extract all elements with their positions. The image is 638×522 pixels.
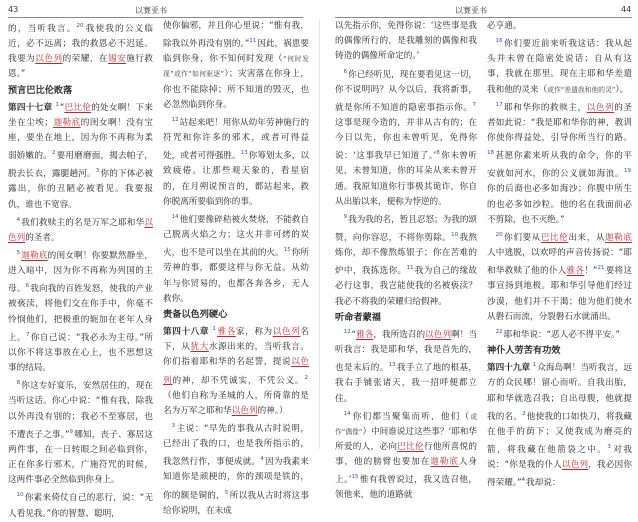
verse-number: 16 [495, 38, 503, 45]
place-name: 以色列 [163, 357, 309, 386]
verse-number: 14 [171, 214, 179, 221]
place-name: 迦勒底 [605, 232, 632, 243]
left-page-number: 43 [8, 5, 19, 14]
paragraph: $^{10}$你素来倚仗自己的恶行，说：“无人看见我。”你的智慧、聪明， [8, 492, 153, 519]
verse-number: 10 [16, 492, 24, 499]
column-3 [335, 19, 478, 501]
left-header-rule [8, 17, 303, 18]
paragraph: 第四十八章 $^1$雅各家，称为以色列名下，从犹大水源出来的，当听我言。你们指着耶和华的名起誓，提说以色列的神，却不凭诚实，不凭公义。$^2$（他们自称为圣城的人，所倚靠的是名为万军之耶和华以色列的神。） [163, 326, 309, 416]
verse-number: 1 [532, 362, 537, 369]
verse-number: 22 [495, 329, 503, 336]
verse-number: 20 [495, 232, 503, 239]
verse-number: 4 [521, 477, 526, 484]
verse-number: 8 [436, 150, 440, 157]
page-gutter [319, 19, 320, 449]
place-name: 锡安 [108, 54, 127, 65]
paragraph: $^4$我们救赎主的名是万军之耶和华以色列的圣者。 [8, 216, 153, 243]
person-name: 雅各 [216, 327, 236, 338]
place-name: 以色列 [586, 102, 615, 113]
verse-number: 6 [343, 68, 348, 75]
verse-number: 1 [212, 326, 216, 333]
verse-number: 13 [388, 362, 396, 369]
verse-number: 1 [55, 101, 59, 108]
verse-number: 14 [343, 410, 351, 417]
verse-number: 10 [451, 232, 459, 239]
place-name: 以色列 [272, 327, 301, 338]
verse-number: 7 [472, 101, 476, 108]
verse-number: 15 [283, 247, 291, 254]
place-name: 以色列 [561, 460, 589, 471]
chapter-heading: 第四十八章 [163, 327, 210, 338]
section-heading: 预言巴比伦败落 [8, 84, 73, 96]
paragraph: 的，当听我言。$^{20}$我使我的公义临近，必不远离；我的救恩必不迟延。我要为以色列的荣耀，在锡安施行救恩。” [8, 23, 153, 80]
left-running-title: 以赛亚书 [135, 6, 167, 15]
section-heading: 责备以色列硬心 [163, 308, 228, 320]
verse-number: 8 [16, 380, 21, 387]
place-name: 迦勒底 [21, 251, 48, 261]
paragraph: $^9$我为我的名，暂且忍怒；为我的颂赞，向你容忍，不将你剪除。$^{10}$我熬炼你，却不像熬炼银子；你在苦难的炉中，我拣选你。$^{11}$我为自己的缘故必行这事，我岂能使我的名被亵渎？我必不将我的荣耀归给假神。 [335, 214, 478, 307]
paragraph: 必亨通。 [487, 21, 522, 31]
verse-number: 21 [597, 265, 605, 272]
person-name: 雅各 [566, 266, 585, 277]
chapter-heading: 第四十九章 [487, 363, 531, 374]
verse-number: 11 [249, 38, 257, 45]
section-heading: 听命者蒙福 [335, 311, 381, 323]
verse-number: 13 [240, 150, 248, 157]
verse-number: 3 [607, 444, 611, 451]
place-name: 迦勒底 [52, 117, 81, 128]
paragraph: $^{20}$你们要从巴比伦出来，从迦勒底人中逃脱，以欢呼的声音传扬说：“耶和华救赎了他的仆人雅各！”$^{21}$要将这事宣扬到地极。耶和华引导他们经过沙漠，他们并不干渴；他为他们使水从磐石而流，分裂磐石水就涌出。 [487, 232, 632, 322]
place-name: 犹大 [190, 342, 209, 353]
paragraph: $^3$主说：“早先的事我从古时说明，已经出了我的口，也是我所指示的，我忽然行作，事便成就。$^4$因为我素来知道你是顽梗的，你的颈项是铁的，你的额是铜的，$^5$所以我从古时将这事给你说明，在未成 [163, 423, 309, 516]
paragraph: $^{22}$耶和华说：“恶人必不得平安。” [495, 329, 620, 340]
section-heading: 神仆人劳苦有功效 [487, 345, 561, 357]
place-name: 以色列 [425, 329, 452, 340]
verse-number: 9 [69, 428, 74, 435]
paragraph: $^{12}$“雅各，我所选召的以色列啊！当听我言：我是耶和华，我是首先的，也是末后的。$^{13}$我手立了地的根基，我右手铺张诸天，我一招呼便都立住。 [335, 329, 477, 404]
chapter-heading: 第四十七章 [8, 102, 53, 113]
place-name: 巴比伦 [64, 102, 92, 113]
paragraph: 第四十七章 $^1$“巴比伦的处女啊！下来坐在尘埃；迦勒底的闺女啊！没有宝座，要坐在地上，因为你不再称为柔弱娇嫩的。$^2$要用磨磨面，揭去帕子，脱去长衣，露腿趟河。$^3$你的下体必被露出，你的丑陋必被看见。我要报仇，谁也不宽容。 [8, 101, 153, 210]
column-2 [163, 19, 309, 516]
verse-number: 3 [171, 423, 176, 430]
right-running-title: 以赛亚书 [455, 6, 487, 15]
paragraph: $^{16}$你们要近前来听我这话：我从起头并未曾在隐密处说话；自从有这事，我就在那里。现在主耶和华差遣我和他的灵来（或作“差遣我和他的灵”）。 [487, 38, 632, 95]
place-name: 以色列 [231, 405, 258, 416]
place-name: 迦勒底 [430, 457, 459, 468]
paragraph: $^5$迦勒底的闺女啊！你要默然静坐，进入暗中，因为你不再称为列国的主母。$^6$我向我的百姓发怒，使我的产业被亵渎，将他们交在你手中，你毫不怜悯他们，把极重的轭加在老年人身上。$^7$你自己说：“我必永为主母。”所以你不将这事放在心上，也不思想这事的结局。 [8, 250, 153, 374]
right-header-rule [335, 17, 632, 18]
verse-number: 6 [25, 283, 30, 290]
verse-number: 12 [343, 329, 351, 336]
verse-number: 2 [304, 374, 308, 381]
verse-number: 5 [224, 489, 229, 496]
verse-number: 11 [406, 265, 414, 272]
verse-number: 19 [624, 168, 631, 175]
paragraph: $^6$你已经听见，现在要看见这一切，你不说明吗？从今以后，我将新事，就是你所不知道的隐密事指示你。$^7$这事是现今造的，并非从古有的；在今日以先，你也未曾听见，免得你说：‘这事我早已知道了。’$^8$你未曾听见，未曾知道，你的耳朵从来未曾开通。我原知道你行事极其诡诈，你自从出胎以来，便称为悖逆的。 [335, 68, 478, 207]
verse-number: 18 [487, 150, 494, 157]
verse-number: 20 [76, 23, 84, 29]
place-name: 巴比伦 [397, 442, 424, 453]
verse-number: 15 [351, 474, 359, 481]
verse-number: 4 [16, 216, 21, 223]
paragraph: $^{12}$站起来吧！用你从幼年劳神施行的符咒和你许多的邪术，或者可得益处，或者可得强胜。$^{13}$你筹划太多，以致疲倦。让那些观天象的，看星宿的，在月朔说预言的，都站起来，救你脱离所要临到你的事。 [163, 117, 309, 207]
paragraph: $^{14}$他们要像碎秸被火焚烧，不能救自己脱离火焰之力；这火并非可烤的炭火，也不是可以坐在其前的火。$^{15}$你所劳神的事，都要这样与你无益。从幼年与你贸易的，也都各奔各乡，无人救你。 [163, 214, 309, 304]
column-1 [8, 19, 153, 519]
place-name: 巴比伦 [540, 232, 569, 243]
verse-number: 5 [16, 250, 21, 257]
person-name: 雅各 [356, 329, 374, 340]
verse-number: 9 [343, 214, 348, 221]
paragraph: $^{14}$你们都当聚集而听，他们（或作“偶像”）中间谁说过这些事？‘耶和华所爱的人，必向巴比伦行他所喜悦的事，他的膀臂也要加在迦勒底人身上。’$^{15}$惟有我曾说过，我又选召他，领他来，他的道路就 [335, 410, 478, 501]
verse-number: 2 [51, 150, 56, 157]
footnote: 或作“偶像” [335, 412, 477, 436]
footnote: 或作“差遣我和他的灵” [547, 85, 616, 94]
verse-number: 2 [522, 410, 526, 417]
verse-number: 7 [26, 331, 30, 338]
place-name: 以色列 [8, 217, 153, 243]
verse-number: 3 [95, 168, 100, 175]
place-name: 以色列 [35, 54, 63, 65]
column-4 [487, 19, 632, 489]
paragraph: $^8$你这专好宴乐，安然居住的，现在当听这话。你心中说：“惟有我，除我以外再没有别的；我必不至寡居，也不遭丧子之事。”$^9$哪知，丧子、寡居这两件事，在一日转眼之间必临到你，正在你多行邪术，广施符咒的时候，这两件事必全然临到你身上。 [8, 380, 153, 486]
paragraph: 第四十九章 $^1$众海岛啊！当听我言，远方的众民哪！留心而听。自我出胎，耶和华就选召我；自出母腹，他就提我的名。$^2$他使我的口如快刀，将我藏在他手的荫下；又使我成为磨亮的箭，将我藏在他箭袋之中。$^3$对我说：“你是我的仆人以色列，我必因你得荣耀。”$^4$我却说： [487, 362, 632, 489]
verse-number: 17 [495, 101, 503, 108]
paragraph: $^{17}$耶和华你的救赎主，以色列的圣者如此说：“我是耶和华你的神，教训你使你得益处，引导你所当行的路。$^{18}$甚愿你素来听从我的命令，你的平安就如河水，你的公义就如海浪。$^{19}$你的后裔也必多如海沙；你腹中所生的也必多如沙粒。他的名在我面前必不剪除，也不灭绝。” [487, 101, 632, 225]
paragraph: 使你偏邪，并且你心里说：“惟有我，除我以外再没有别的。”$^{11}$因此，祸患要临到你身，你不知何时发现（“何时发现”或作“如何驱逐”）；灾害落在你身上，你也不能除掉；所不知道的毁灭，也必忽然临到你身。 [163, 21, 309, 110]
verse-number: 12 [171, 117, 179, 124]
paragraph: 以先指示你，免得你说：‘这些事是我的偶像所行的，是我雕刻的偶像和我铸造的偶像所命定的。’ [335, 21, 477, 62]
verse-number: 4 [260, 456, 264, 463]
right-page-number: 44 [621, 5, 632, 14]
footnote: “何时发现”或作“如何驱逐” [163, 55, 309, 79]
